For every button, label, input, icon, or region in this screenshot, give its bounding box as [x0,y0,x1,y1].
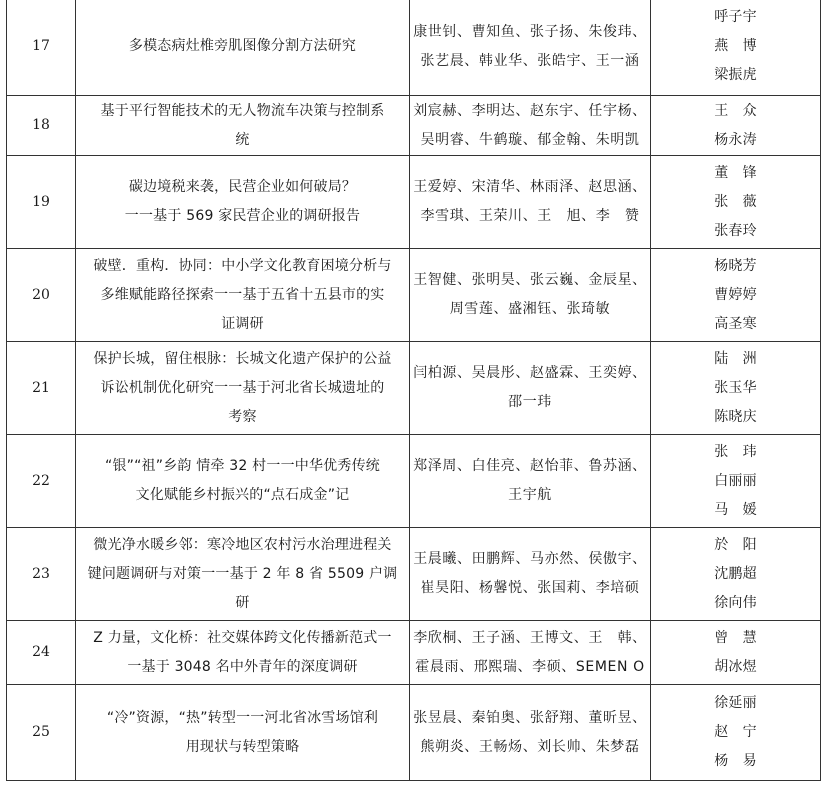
project-title-line: 用现状与转型策略 [185,738,300,755]
advisor-name: 燕 博 [714,38,757,54]
project-title-cell [76,96,410,156]
advisor-name: 杨永涛 [714,131,757,148]
advisor-name: 徐延丽 [714,695,757,711]
table-row [7,156,821,249]
advisor-name: 马 媛 [714,501,757,518]
team-members-cell [410,96,651,156]
project-title-cell [76,435,410,528]
project-title-line: 证调研 [221,315,264,332]
row-number: 24 [7,621,76,685]
team-members-cell [410,685,651,781]
team-members-cell [410,528,651,621]
project-title-line: Z 力量，文化桥：社交媒体跨文化传播新范式一 [93,629,392,646]
advisor-name: 张玉华 [714,379,757,396]
team-members-line: 王爱婷、宋清华、林雨泽、赵思涵、 [413,179,647,195]
table-row [7,435,821,528]
row-number: 19 [7,156,76,249]
project-title-line: 保护长城，留住根脉：长城文化遗产保护的公益 [93,350,392,367]
project-title-cell [76,0,410,96]
row-number: 18 [7,96,76,156]
advisors-cell [651,96,821,156]
project-title-cell [76,685,410,781]
project-title-line: 多维赋能路径探索一一基于五省十五县市的实 [100,286,385,303]
project-title-line: 微光净水暖乡邻：寒冷地区农村污水治理进程关 [93,536,392,553]
table-row [7,342,821,435]
advisor-name: 梁振虎 [714,67,757,83]
advisor-name: 董 锋 [714,164,757,181]
advisor-name: 赵 宁 [714,724,757,740]
team-members-cell [410,435,651,528]
row-number: 23 [7,528,76,621]
project-title-cell [76,621,410,685]
table-body [7,0,821,781]
advisor-name: 高圣寒 [714,315,757,332]
advisors-cell [651,685,821,781]
row-number: 22 [7,435,76,528]
advisor-name: 徐向伟 [714,594,757,611]
team-members-cell [410,621,651,685]
advisor-name: 於 阳 [714,536,757,553]
team-members-line: 康世钊、曹知鱼、张子扬、朱俊玮、 [413,23,647,40]
advisors-cell [651,621,821,685]
team-members-line: 邵一玮 [508,394,552,410]
project-title-line: 研 [235,594,250,611]
project-title-cell [76,528,410,621]
project-title-cell [76,249,410,342]
project-title-line: 碳边境税来袭，民营企业如何破局？ [128,179,357,195]
team-members-cell [410,156,651,249]
advisor-name: 曹婷婷 [714,286,757,303]
table-row [7,249,821,342]
advisors-cell [651,156,821,249]
advisor-name: 王 众 [714,102,757,119]
table-row [7,685,821,781]
project-title-line: 一基于 3048 名中外青年的深度调研 [127,658,358,675]
advisor-name: 张 玮 [714,443,757,460]
team-members-line: 张昱晨、秦铂奥、张舒翔、董昕昱、 [413,709,647,726]
project-title-line: 基于平行智能技术的无人物流车决策与控制系 [100,102,385,119]
project-title-cell [76,342,410,435]
team-members-line: 李雪琪、王荣川、王 旭、李 赞 [420,208,640,224]
team-members-line: 王宇航 [508,487,552,503]
team-members-line: 吴明睿、牛鹤璇、郁金翰、朱明凯 [420,131,640,148]
project-title-line: 一一基于 569 家民营企业的调研报告 [124,208,361,224]
team-members-line: 张艺晨、韩业华、张皓宇、王一涵 [420,52,640,69]
advisor-name: 胡冰煜 [714,658,757,675]
advisors-cell [651,435,821,528]
team-members-line: 刘宸赫、李明达、赵东宇、任宇杨、 [413,102,647,119]
advisor-name: 杨晓芳 [714,257,757,274]
project-title-line: 考察 [228,408,257,425]
advisor-name: 曾 慧 [714,629,757,646]
project-title-line: 文化赋能乡村振兴的“点石成金”记 [135,487,350,503]
advisor-name: 张春玲 [714,222,757,239]
team-members-line: 郑泽周、白佳亮、赵怡菲、鲁苏涵、 [413,458,647,474]
team-members-cell [410,249,651,342]
project-title-line: 键问题调研与对策一一基于 2 年 8 省 5509 户调 [87,565,398,582]
project-title-line: 诉讼机制优化研究一一基于河北省长城遗址的 [100,379,385,396]
advisor-name: 沈鹏超 [714,565,757,582]
project-title-line: 统 [235,131,250,148]
team-members-cell [410,342,651,435]
team-members-line: 崔昊阳、杨馨悦、张国莉、李培硕 [420,580,640,596]
table-row [7,0,821,96]
project-title-cell [76,156,410,249]
team-members-line: 周雪莲、盛湘钰、张琦敏 [449,301,611,317]
team-members-line: 熊朔炎、王畅炀、刘长帅、朱梦磊 [420,738,640,755]
row-number: 20 [7,249,76,342]
advisor-name: 陆 洲 [714,350,757,367]
team-members-line: 李欣桐、王子涵、王博文、王 韩、 [413,629,647,646]
advisor-name: 呼子宇 [714,9,757,25]
advisor-name: 张 薇 [714,193,757,210]
project-title-line: “冷”资源，“热”转型一一河北省冰雪场馆利 [106,709,379,726]
advisors-cell [651,249,821,342]
row-number: 21 [7,342,76,435]
table-row [7,96,821,156]
row-number: 17 [7,0,76,96]
award-table [6,0,821,781]
team-members-cell [410,0,651,96]
advisor-name: 白丽丽 [714,472,757,489]
advisors-cell [651,528,821,621]
team-members-line: 闫柏源、吴晨彤、赵盛霖、王奕婷、 [413,365,647,381]
team-members-line: 霍晨雨、邢熙瑞、李硕、SEMEN O [415,658,645,675]
advisors-cell [651,0,821,96]
project-title-line: “银”“祖”乡韵 情牵 32 村一一中华优秀传统 [105,458,380,474]
advisors-cell [651,342,821,435]
project-title-line: 破壁．重构．协同：中小学文化教育困境分析与 [93,257,392,274]
project-title-line: 多模态病灶椎旁肌图像分割方法研究 [128,38,357,54]
team-members-line: 王智健、张明昊、张云巍、金辰星、 [413,272,647,288]
table-row [7,528,821,621]
advisor-name: 杨 易 [714,753,757,769]
team-members-line: 王晨曦、田鹏辉、马亦然、侯傲宇、 [413,551,647,567]
advisor-name: 陈晓庆 [714,408,757,425]
row-number: 25 [7,685,76,781]
table-row [7,621,821,685]
